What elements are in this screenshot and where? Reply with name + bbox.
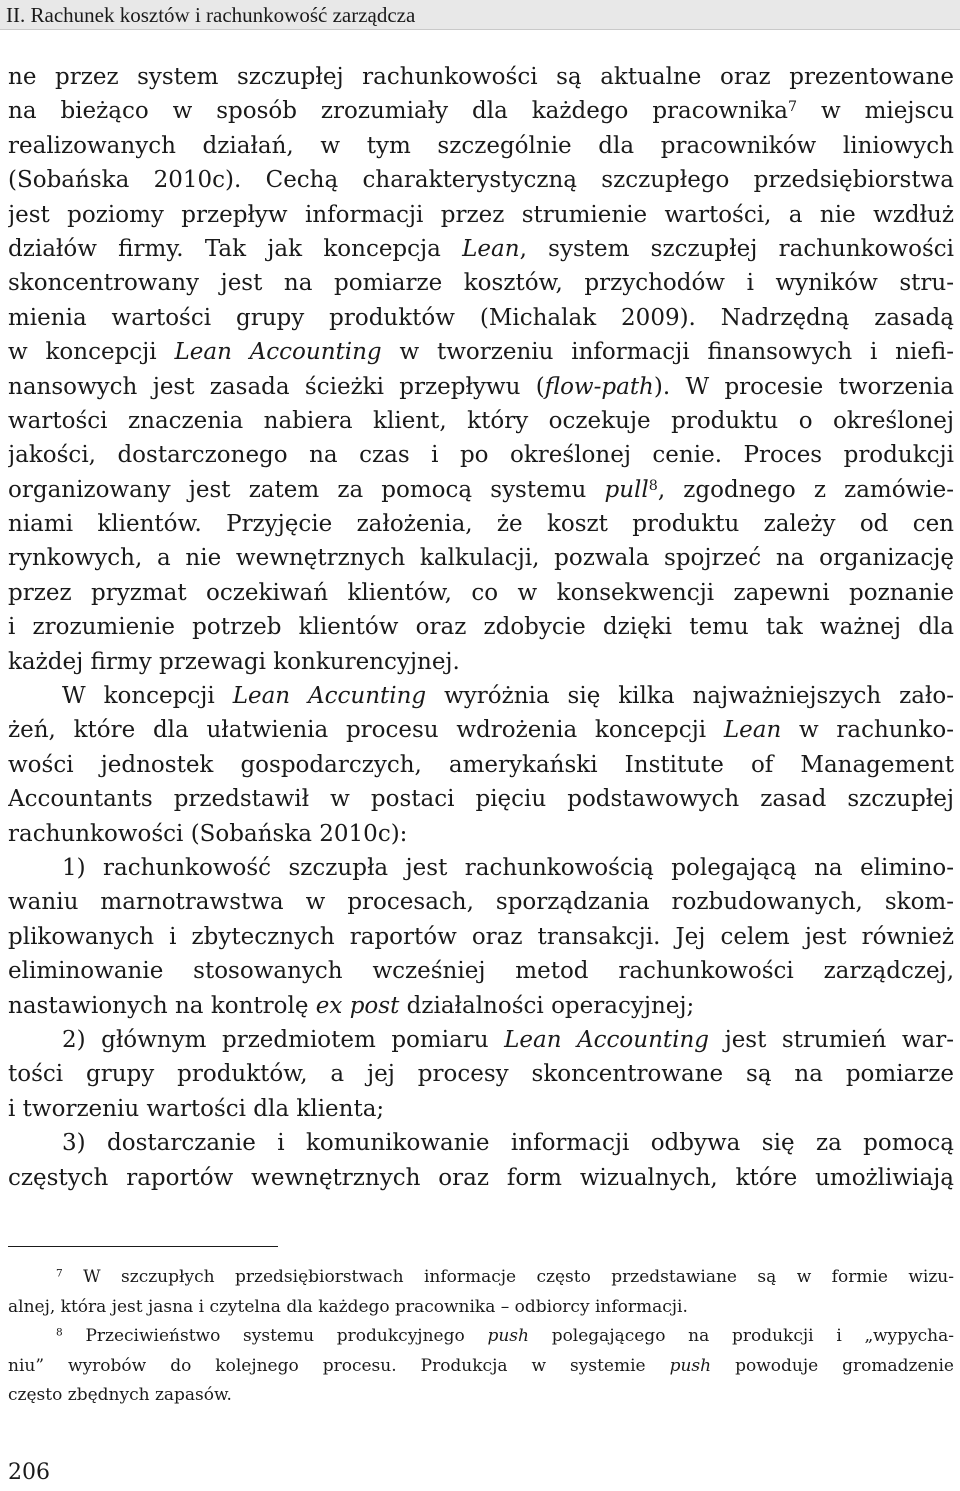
footnote-line: $^8$ Przeciwieństwo systemu produkcyjnego push polegającego na produkcji i „wypycha- — [56, 1326, 954, 1346]
text-line: jakości, dostarczonego na czas i po określonej cenie. Proces produkcji — [8, 442, 954, 469]
italic-term: ex post — [315, 992, 400, 1019]
body-text — [8, 60, 954, 1195]
text-line: W koncepcji Lean Accunting wyróżnia się kilka najważniejszych zało- — [62, 683, 954, 710]
footnote-ref: 7 — [56, 1267, 63, 1280]
text-line: nansowych jest zasada ścieżki przepływu (flow-path). W procesie tworzenia — [8, 373, 954, 400]
italic-term: Lean — [723, 717, 782, 744]
text-line: wości jednostek gospodarczych, amerykański Institute of Management — [8, 751, 954, 778]
text-line: Accountants przedstawił w postaci pięciu podstawowych zasad szczupłej — [8, 786, 954, 813]
italic-term: Lean Accounting — [504, 1026, 710, 1053]
list-item-line: plikowanych i zbytecznych raportów oraz transakcji. Jej celem jest również — [8, 923, 954, 950]
italic-term: push — [487, 1326, 529, 1346]
italic-term: Lean Accunting — [232, 683, 427, 710]
footnote-line: często zbędnych zapasów. — [8, 1385, 232, 1405]
list-item-line: waniu marnotrawstwa w procesach, sporządzania rozbudowanych, skom- — [8, 889, 954, 916]
page-number: 206 — [8, 1460, 50, 1485]
text-line: rynkowych, a nie wewnętrznych kalkulacji, pozwala spojrzeć na organizację — [8, 545, 954, 572]
text-line: rachunkowości (Sobańska 2010c): — [8, 820, 408, 847]
list-item-line: tości grupy produktów, a jej procesy skoncentrowane są na pomiarze — [8, 1061, 954, 1088]
text-line: każdej firmy przewagi konkurencyjnej. — [8, 648, 460, 675]
text-line: żeń, które dla ułatwienia procesu wdrożenia koncepcji Lean w rachunko- — [8, 717, 954, 744]
list-item-line: i tworzeniu wartości dla klienta; — [8, 1095, 385, 1122]
text-line: działów firmy. Tak jak koncepcja Lean, system szczupłej rachunkowości — [8, 235, 954, 262]
list-item-line: 2) głównym przedmiotem pomiaru Lean Accounting jest strumień war- — [62, 1026, 954, 1053]
text-line: na bieżąco w sposób zrozumiały dla każdego pracownika$^7$ w miejscu — [8, 98, 954, 125]
footnote-line: $^7$ W szczupłych przedsiębiorstwach informacje często przedstawiane są w formie wizu- — [56, 1267, 954, 1287]
running-header — [0, 0, 960, 30]
italic-term: flow-path — [544, 373, 654, 400]
text-line: i zrozumienie potrzeb klientów oraz zdobycie dzięki temu tak ważnej dla — [8, 614, 954, 641]
text-line: jest poziomy przepływ informacji przez strumienie wartości, a nie wzdłuż — [8, 201, 954, 228]
italic-term: pull — [604, 476, 649, 503]
footnote-ref: 7 — [788, 99, 798, 116]
italic-term: Lean — [462, 235, 520, 262]
italic-term: Lean Accounting — [174, 339, 382, 366]
text-line: w koncepcji Lean Accounting w tworzeniu informacji finansowych i niefi- — [8, 339, 954, 366]
footnote-line: alnej, która jest jasna i czytelna dla każdego pracownika – odbiorcy informacji. — [8, 1296, 688, 1317]
list-item-line: 1) rachunkowość szczupła jest rachunkowością polegającą na elimino- — [62, 854, 954, 881]
footnote-line: niu” wyrobów do kolejnego procesu. Produkcja w systemie push powoduje gromadzenie — [8, 1355, 954, 1376]
text-line: realizowanych działań, w tym szczególnie dla pracowników liniowych — [8, 132, 954, 159]
footnotes — [8, 1263, 954, 1411]
text-line: skoncentrowany jest na pomiarze kosztów, przychodów i wyników stru- — [8, 270, 954, 297]
text-line: ne przez system szczupłej rachunkowości są aktualne oraz prezentowane — [8, 64, 954, 90]
running-title: II. Rachunek kosztów i rachunkowość zarządcza — [6, 3, 416, 27]
text-line: wartości znaczenia nabiera klient, który oczekuje produktu o określonej — [8, 407, 954, 434]
footnote-ref: 8 — [56, 1326, 63, 1339]
text-line: organizowany jest zatem za pomocą systemu pull$^8$, zgodnego z zamówie- — [8, 476, 954, 503]
text-line: mienia wartości grupy produktów (Michalak 2009). Nadrzędną zasadą — [8, 304, 954, 331]
text-line: niami klientów. Przyjęcie założenia, że koszt produktu zależy od cen — [8, 511, 954, 538]
list-item-line: częstych raportów wewnętrznych oraz form wizualnych, które umożliwiają — [8, 1164, 954, 1191]
italic-term: push — [669, 1355, 712, 1376]
list-item-line: nastawionych na kontrolę ex post działalności operacyjnej; — [8, 992, 695, 1019]
text-line: (Sobańska 2010c). Cechą charakterystyczną szczupłego przedsiębiorstwa — [8, 167, 954, 194]
list-item-line: eliminowanie stosowanych wcześniej metod rachunkowości zarządczej, — [8, 958, 954, 985]
footnote-separator — [8, 1246, 278, 1247]
list-item-line: 3) dostarczanie i komunikowanie informacji odbywa się za pomocą — [62, 1130, 954, 1157]
text-line: przez pryzmat oczekiwań klientów, co w konsekwencji zapewni poznanie — [8, 579, 954, 606]
footnote-ref: 8 — [648, 477, 658, 494]
